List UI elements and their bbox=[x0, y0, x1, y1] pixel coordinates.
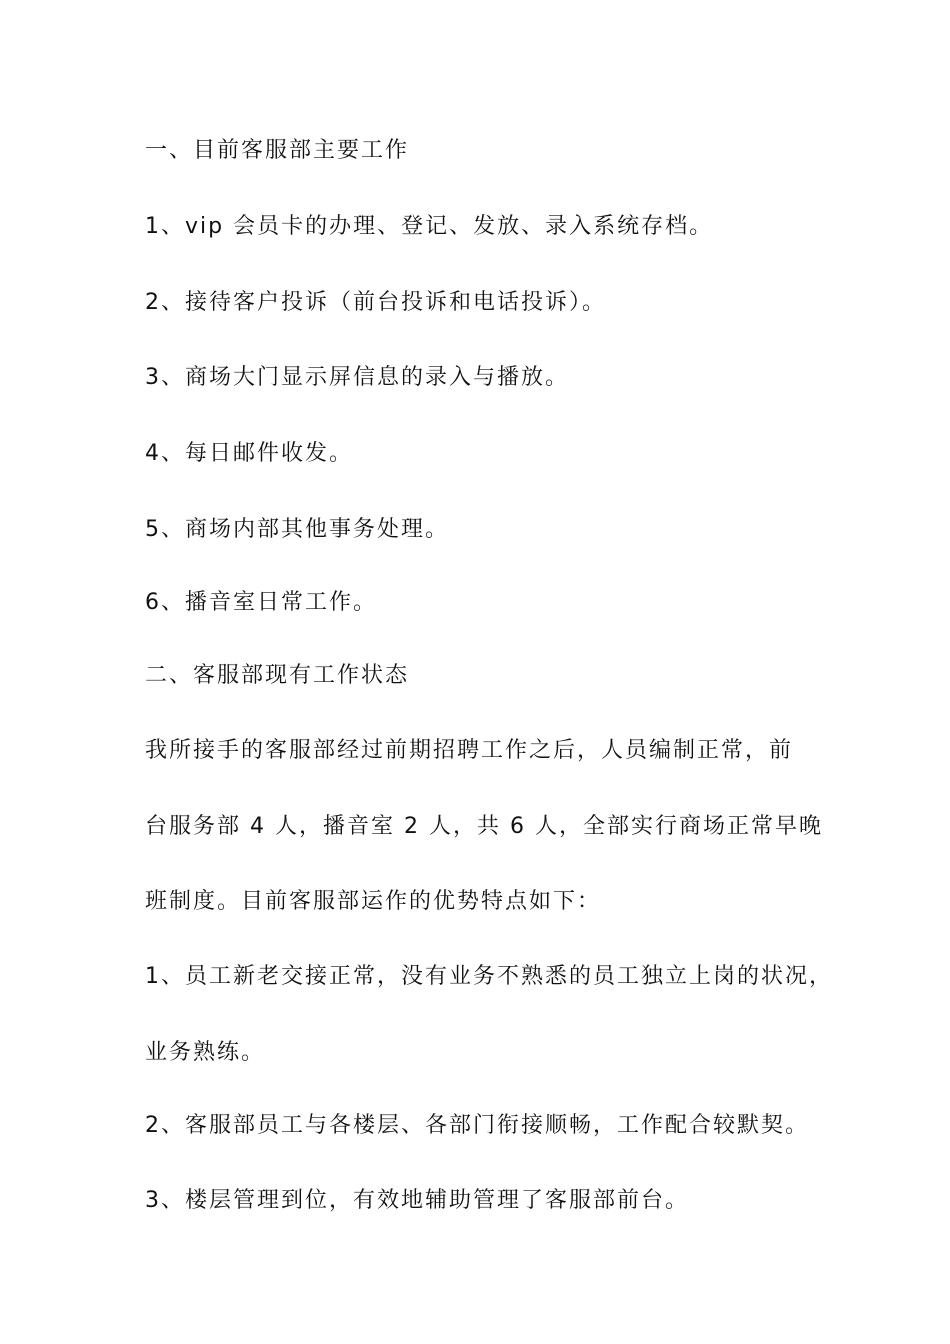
section-heading-1: 一、目前客服部主要工作 bbox=[145, 138, 410, 163]
paragraph-line: 我所接手的客服部经过前期招聘工作之后，人员编制正常，前 bbox=[145, 738, 794, 763]
list-item: 5、商场内部其他事务处理。 bbox=[145, 517, 449, 542]
list-item: 3、商场大门显示屏信息的录入与播放。 bbox=[145, 365, 569, 390]
paragraph-line: 班制度。目前客服部运作的优势特点如下： bbox=[145, 889, 602, 914]
list-item: 3、楼层管理到位，有效地辅助管理了客服部前台。 bbox=[145, 1188, 689, 1213]
list-item-continuation: 业务熟练。 bbox=[145, 1040, 266, 1065]
list-item: 2、接待客户投诉（前台投诉和电话投诉）。 bbox=[145, 290, 606, 315]
list-item: 4、每日邮件收发。 bbox=[145, 441, 353, 466]
list-item: 1、vip 会员卡的办理、登记、发放、录入系统存档。 bbox=[145, 214, 714, 239]
paragraph-line: 台服务部 4 人，播音室 2 人，共 6 人，全部实行商场正常早晚 bbox=[145, 814, 823, 839]
list-item: 2、客服部员工与各楼层、各部门衔接顺畅，工作配合较默契。 bbox=[145, 1113, 809, 1138]
section-heading-2: 二、客服部现有工作状态 bbox=[145, 663, 410, 688]
list-item: 6、播音室日常工作。 bbox=[145, 590, 377, 615]
list-item: 1、员工新老交接正常，没有业务不熟悉的员工独立上岗的状况， bbox=[145, 964, 833, 989]
